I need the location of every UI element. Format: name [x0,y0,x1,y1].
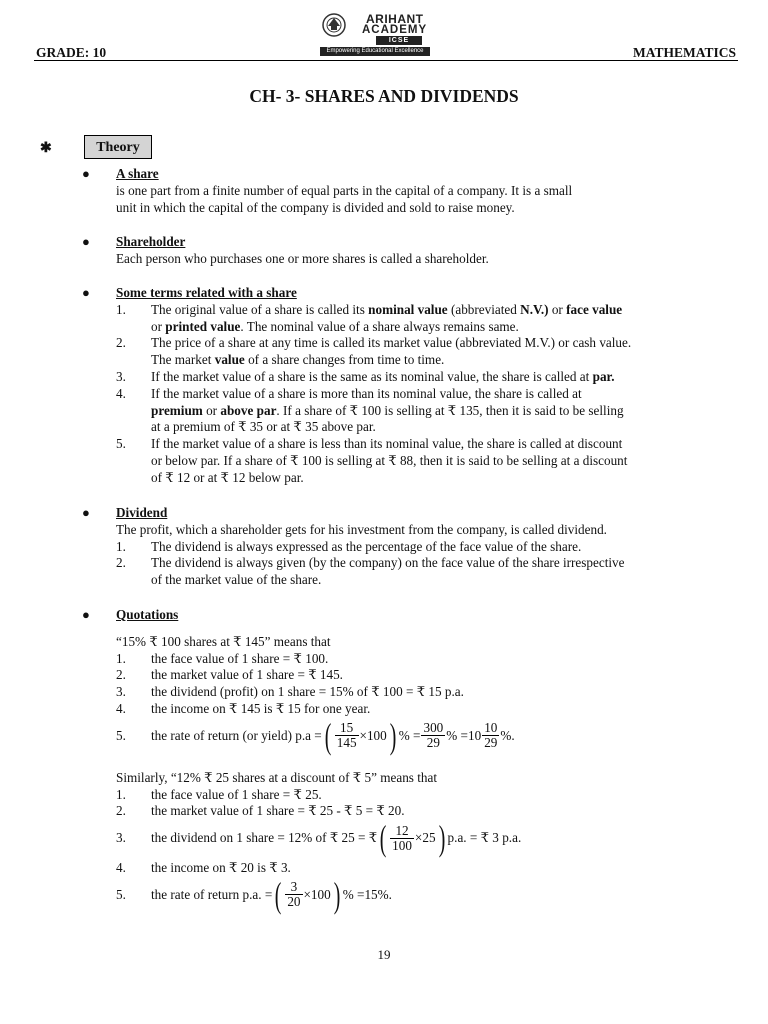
logo-tagline: Empowering Educational Excellence [320,47,430,56]
text-span: the income on ₹ 145 is ₹ 15 for one year. [151,700,371,716]
text-span: N.V.) [520,301,549,317]
text-span: above par [220,402,277,418]
text-span: 4. [116,700,126,716]
text-span: (abbreviated [450,301,517,317]
text-line: unit in which the capital of the company is divided and sold to raise money. [116,199,515,215]
text-span: 1. [116,301,126,317]
text-span: the face value of 1 share = ₹ 100. [151,650,329,666]
text-span: 3. [116,368,126,384]
list-item [116,787,521,804]
text-span: ×100 [359,727,387,743]
text-span: 5. [116,886,126,902]
bullet-icon: ● [82,607,90,622]
text-span: 4. [116,860,126,876]
logo-line-2: ACADEMY [362,24,428,36]
text-span: premium [151,402,203,418]
text-span: 4. [116,385,126,401]
text-span: 3 [285,880,302,895]
arihant-academy-logo [320,12,432,58]
theory-box: Theory [84,135,152,159]
text-span: the rate of return (or yield) p.a = [151,727,322,743]
text-span: 10 [484,720,498,736]
text-span: of the market value of the share. [151,572,322,588]
text-line: is one part from a finite number of equal parts in the capital of a company. It is a small [116,182,573,198]
list-item [116,684,521,701]
text-span: the market value of 1 share = ₹ 25 - ₹ 5 = ₹ 20. [151,803,405,819]
fraction [482,721,499,750]
fraction [335,721,359,750]
bullet-icon: ● [82,285,90,300]
list-item-formula: 3. the dividend on 1 share = 12% of ₹ 25 = ₹ ( $\frac{12}{100}$ ×25 ) p.a. = ₹ 3 p.a. [116,818,522,859]
section-dividend [116,505,624,589]
list-item-formula: 5. the rate of return (or yield) p.a = ( $\frac{15}{145}$ ×100 ) % = $\frac{300}{29}$ % =10 $\frac{10}{29}$ %. [116,715,515,756]
text-span: 5. [116,727,126,743]
text-span: 15 [335,721,359,736]
text-span: printed value [165,318,241,334]
text-span: If the market value of a share is more than its nominal value, the share is called at [151,385,582,401]
section-heading: A share [116,166,159,181]
text-span: of a share changes from time to time. [248,352,445,368]
list-item [116,803,521,820]
list-item [116,369,631,386]
fraction [390,824,414,853]
fraction [421,721,445,750]
page-number: 19 [377,947,391,962]
text-span: If the market value of a share is the same as its nominal value, the share is called at [151,368,590,384]
list-item [116,335,631,369]
text-span: 20 [287,894,301,910]
text-span: If the market value of a share is less than its nominal value, the share is called at discount [151,436,623,452]
text-span: ×25 [414,830,436,846]
text-span: the market value of 1 share = ₹ 145. [151,667,343,683]
text-span: of ₹ 12 or at ₹ 12 below par. [151,469,304,485]
text-span: % = [398,727,421,743]
section-terms [116,285,631,487]
text-span: or [151,318,162,334]
list-item [116,701,521,718]
text-span: the dividend (profit) on 1 share = 15% of ₹ 100 = ₹ 15 p.a. [151,684,464,700]
list-item-formula: 5. the rate of return p.a. = ( $\frac{3}{20}$ ×100 ) % =15%. [116,874,392,915]
logo-line-3: ICSE [376,36,422,45]
text-span: % =15%. [342,886,392,902]
text-span: 145 [336,735,357,751]
fraction [285,880,302,909]
text-span: . The nominal value of a share always remains same. [240,318,519,334]
list-item [116,436,631,486]
text-span: or [551,301,563,317]
text-span: ×100 [303,886,331,902]
text-span: % =10 [446,727,482,743]
text-span: the rate of return p.a. = [151,886,273,902]
section-heading: Quotations [116,607,179,622]
text-span: 29 [426,735,440,751]
bullet-icon: ● [82,166,90,181]
text-span: or [206,402,218,418]
text-span: . If a share of ₹ 100 is selling at ₹ 135, then it is said to be selling [276,402,624,418]
text-span: %. [500,727,515,743]
bullet-icon: ● [82,505,90,520]
text-span: The original value of a share is called its [151,301,365,317]
section-heading: Some terms related with a share [116,285,297,300]
text-span: The dividend is always expressed as the percentage of the face value of the share. [151,538,582,554]
text-span: 5. [116,436,126,452]
emblem-icon [320,12,360,46]
text-span: the face value of 1 share = ₹ 25. [151,786,322,802]
text-span: 100 [392,837,412,853]
text-span: 2. [116,335,126,351]
list-item [116,860,521,877]
subject-label: MATHEMATICS [632,45,736,60]
quotation-example: Similarly, “12% ₹ 25 shares at a discount of ₹ 5” means that [116,769,437,785]
text-span: p.a. = ₹ 3 p.a. [447,830,522,846]
text-line: The profit, which a shareholder gets for his investment from the company, is called dividend. [116,521,607,537]
grade-label: GRADE: 10 [36,45,107,60]
text-span: par. [592,368,615,384]
section-quotations [116,607,521,913]
text-span: at a premium of ₹ 35 or at ₹ 35 above par. [151,419,376,435]
text-span: the dividend on 1 share = 12% of ₹ 25 = ₹ [151,830,378,846]
section-shareholder [116,234,489,268]
text-span: 1. [116,538,126,554]
list-item [116,386,631,436]
logo-line-1: ARIHANT [366,12,424,26]
text-span: 300 [423,720,444,736]
text-span: 1. [116,786,126,802]
text-span: The market [151,352,212,368]
list-item [116,539,624,556]
quotation-example: “15% ₹ 100 shares at ₹ 145” means that [116,633,331,649]
text-span: The dividend is always given (by the company) on the face value of the share irrespective [151,555,625,571]
text-span: 2. [116,803,126,819]
bullet-icon: ● [82,234,90,249]
section-heading: Dividend [116,505,168,520]
text-span: nominal value [368,301,448,317]
list-item [116,667,521,684]
text-span: The price of a share at any time is called its market value (abbreviated M.V.) or cash value. [151,335,632,351]
list-item [116,302,631,336]
chapter-title: CH- 3- SHARES AND DIVIDENDS [249,86,519,106]
text-span: 3. [116,830,126,846]
text-span: 3. [116,684,126,700]
text-span: 29 [484,735,498,751]
text-span: 1. [116,650,126,666]
text-line: Each person who purchases one or more shares is called a shareholder. [116,250,489,266]
text-span: value [214,352,245,368]
text-span: 2. [116,667,126,683]
list-item [116,555,624,589]
header-divider [34,60,738,61]
text-span: face value [566,301,623,317]
section-a-share [116,166,572,216]
text-span: 2. [116,555,126,571]
text-span: the income on ₹ 20 is ₹ 3. [151,860,291,876]
text-span: 12 [390,824,414,839]
star-bullet-icon: ✱ [40,141,52,156]
text-span: or below par. If a share of ₹ 100 is selling at ₹ 88, then it is said to be selling at a discount [151,452,628,468]
section-heading: Shareholder [116,234,186,249]
list-item [116,651,521,668]
